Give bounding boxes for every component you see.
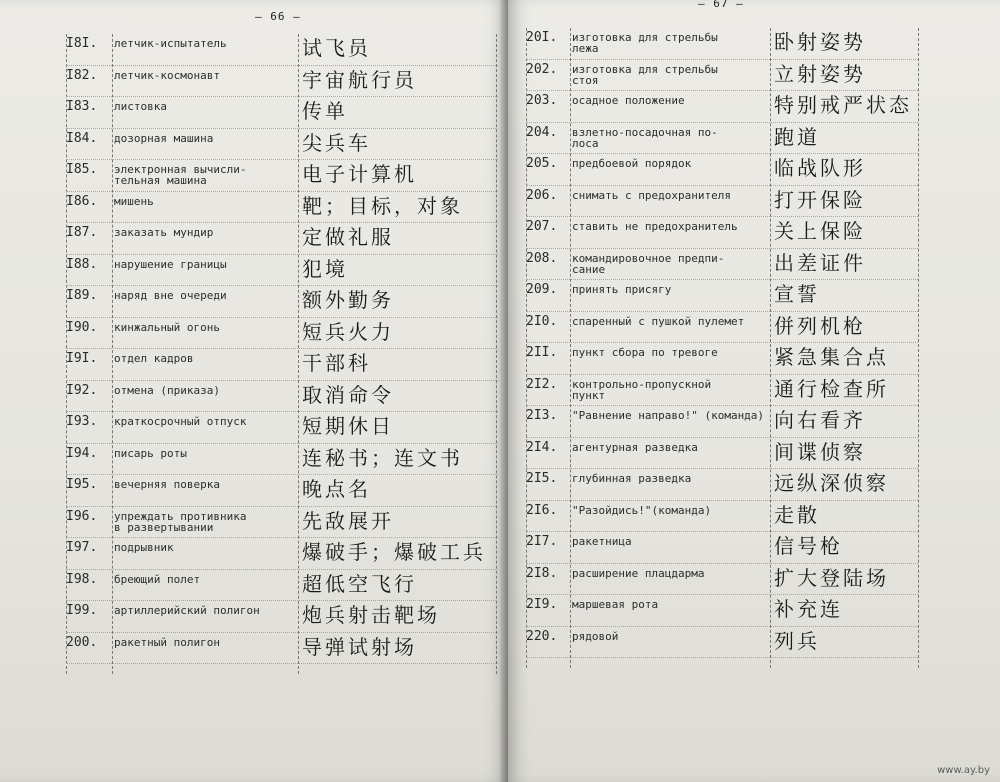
glossary-entry — [526, 249, 918, 281]
russian-term: изготовка для стрельбы стоя — [572, 62, 718, 87]
glossary-entry — [66, 192, 498, 224]
russian-term: электронная вычисли- тельная машина — [114, 163, 247, 187]
glossary-entry — [66, 349, 498, 381]
entry-number: 2I9. — [526, 597, 558, 612]
glossary-entry — [526, 627, 918, 659]
glossary-entry — [526, 28, 918, 60]
entry-number: 204. — [526, 124, 558, 140]
chinese-translation: 关上保险 — [774, 219, 866, 243]
entry-number: I8I. — [66, 36, 98, 51]
entry-number: I97. — [66, 540, 98, 555]
entry-number: I92. — [66, 382, 98, 398]
russian-term: дозорная машина — [114, 131, 214, 145]
glossary-entry — [66, 538, 498, 570]
russian-term: листовка — [114, 100, 167, 113]
chinese-translation: 扩大登陆场 — [774, 565, 889, 590]
glossary-entry — [66, 507, 498, 539]
glossary-entry — [66, 475, 498, 507]
entry-number: I9I. — [66, 351, 98, 366]
entry-number: 203. — [526, 93, 558, 108]
russian-term: упреждать противника в развертывании — [114, 509, 247, 534]
entry-number: 200. — [66, 634, 98, 650]
russian-term: контрольно-пропускной пункт — [572, 377, 712, 402]
russian-term: мишень — [114, 194, 154, 208]
russian-term: ракетный полигон — [114, 635, 220, 649]
glossary-entry — [66, 570, 498, 602]
entry-number: 2I0. — [526, 313, 558, 329]
glossary-entry — [526, 375, 918, 407]
entry-number: 209. — [526, 282, 558, 297]
chinese-translation: 尖兵车 — [302, 130, 371, 155]
glossary-entry — [526, 186, 918, 218]
chinese-translation: 列兵 — [774, 628, 820, 653]
russian-term: нарушение границы — [114, 257, 227, 271]
entry-number: 2I7. — [526, 534, 558, 549]
glossary-entry — [526, 60, 918, 92]
chinese-translation: 跑道 — [774, 124, 820, 149]
glossary-entry — [526, 217, 918, 249]
chinese-translation: 补充连 — [774, 597, 843, 621]
glossary-entry — [66, 286, 498, 318]
russian-term: "Равнение направо!" (команда) — [572, 409, 765, 422]
russian-term: рядовой — [572, 629, 619, 643]
russian-term: отмена (приказа) — [114, 383, 220, 397]
chinese-translation: 间谍侦察 — [774, 439, 866, 464]
chinese-translation: 试飞员 — [302, 36, 371, 60]
entry-number: I99. — [66, 603, 98, 618]
right-glossary-table — [526, 28, 918, 668]
russian-term: вечерняя поверка — [114, 478, 220, 491]
chinese-translation: 信号枪 — [774, 534, 843, 558]
entry-number: 20I. — [526, 30, 558, 45]
left-glossary-table — [66, 34, 498, 674]
glossary-entry — [526, 595, 918, 627]
russian-term: изготовка для стрельбы лежа — [572, 31, 718, 55]
glossary-entry — [526, 532, 918, 564]
russian-term: наряд вне очереди — [114, 289, 227, 302]
entry-number: I94. — [66, 445, 98, 461]
russian-term: летчик-космонавт — [114, 68, 220, 82]
glossary-entry — [66, 160, 498, 192]
glossary-entry — [526, 280, 918, 312]
chinese-translation: 卧射姿势 — [774, 30, 866, 54]
entry-number: 2I8. — [526, 565, 558, 581]
glossary-entry — [66, 34, 498, 66]
chinese-translation: 短期休日 — [302, 414, 394, 438]
glossary-entry — [526, 343, 918, 375]
glossary-entry — [66, 318, 498, 350]
right-page-number: — 67 — — [698, 0, 744, 10]
russian-term: артиллерийский полигон — [114, 604, 260, 617]
russian-term: принять присягу — [572, 283, 672, 296]
chinese-translation: 先敌展开 — [302, 508, 394, 533]
chinese-translation: 靶；目标，对象 — [302, 193, 463, 218]
glossary-entry — [66, 633, 498, 665]
russian-term: заказать мундир — [114, 226, 214, 239]
row-rule — [66, 663, 498, 664]
entry-number: I96. — [66, 508, 98, 524]
glossary-entry — [526, 438, 918, 470]
chinese-translation: 通行检查所 — [774, 376, 889, 401]
chinese-translation: 紧急集合点 — [774, 345, 889, 369]
russian-term: ракетница — [572, 535, 632, 548]
entry-number: 2I2. — [526, 376, 558, 392]
entry-number: 202. — [526, 61, 558, 77]
russian-term: "Разойдись!"(команда) — [572, 503, 712, 517]
chinese-translation: 导弹试射场 — [302, 634, 417, 659]
entry-number: 205. — [526, 156, 558, 171]
site-watermark: www.ay.by — [937, 765, 990, 776]
russian-term: агентурная разведка — [572, 440, 698, 454]
chinese-translation: 短兵火力 — [302, 319, 394, 344]
chinese-translation: 爆破手；爆破工兵 — [302, 540, 486, 564]
entry-number: I88. — [66, 256, 98, 272]
chinese-translation: 临战队形 — [774, 156, 866, 180]
russian-term: спаренный с пушкой пулемет — [572, 314, 745, 328]
russian-term: предбоевой порядок — [572, 157, 692, 170]
chinese-translation: 晚点名 — [302, 477, 371, 501]
glossary-entry — [526, 312, 918, 344]
russian-term: краткосрочный отпуск — [114, 415, 247, 428]
chinese-translation: 走散 — [774, 502, 820, 527]
glossary-entry — [66, 601, 498, 633]
russian-term: бреющий полет — [114, 572, 201, 586]
glossary-entry — [66, 412, 498, 444]
russian-term: кинжальный огонь — [114, 320, 220, 334]
chinese-translation: 特别戒严状态 — [774, 93, 912, 117]
entry-number: I85. — [66, 162, 98, 177]
glossary-entry — [526, 501, 918, 533]
right-page — [508, 0, 1000, 782]
glossary-entry — [66, 255, 498, 287]
russian-term: отдел кадров — [114, 352, 194, 365]
glossary-entry — [66, 381, 498, 413]
entry-number: I82. — [66, 67, 98, 83]
chinese-translation: 干部科 — [302, 351, 371, 375]
column-rule — [918, 28, 919, 668]
chinese-translation: 远纵深侦察 — [774, 471, 889, 495]
chinese-translation: 额外勤务 — [302, 288, 394, 312]
entry-number: 220. — [526, 628, 558, 644]
glossary-entry — [66, 223, 498, 255]
entry-number: 206. — [526, 187, 558, 203]
russian-term: взлетно-посадочная по- лоса — [572, 125, 718, 150]
left-page-number: — 66 — — [255, 10, 301, 23]
entry-number: I87. — [66, 225, 98, 240]
entry-number: I90. — [66, 319, 98, 335]
chinese-translation: 定做礼服 — [302, 225, 394, 249]
glossary-entry — [66, 444, 498, 476]
entry-number: 2I6. — [526, 502, 558, 518]
russian-term: пункт сбора по тревоге — [572, 346, 718, 359]
row-rule — [526, 657, 918, 658]
entry-number: 2I3. — [526, 408, 558, 423]
russian-term: летчик-испытатель — [114, 37, 227, 50]
chinese-translation: 立射姿势 — [774, 61, 866, 86]
russian-term: ставить не предохранитель — [572, 220, 738, 233]
chinese-translation: 传单 — [302, 99, 348, 123]
glossary-entry — [526, 564, 918, 596]
russian-term: осадное положение — [572, 94, 685, 107]
entry-number: 2II. — [526, 345, 558, 360]
chinese-translation: 连秘书；连文书 — [302, 445, 463, 470]
entry-number: I98. — [66, 571, 98, 587]
russian-term: расширение плацдарма — [572, 566, 705, 580]
russian-term: писарь роты — [114, 446, 187, 460]
russian-term: маршевая рота — [572, 598, 659, 611]
entry-number: 208. — [526, 250, 558, 266]
entry-number: I95. — [66, 477, 98, 492]
glossary-entry — [526, 406, 918, 438]
chinese-translation: 打开保险 — [774, 187, 866, 212]
entry-number: 2I5. — [526, 471, 558, 486]
glossary-entry — [526, 91, 918, 123]
chinese-translation: 宣誓 — [774, 282, 820, 306]
glossary-entry — [66, 97, 498, 129]
entry-number: 207. — [526, 219, 558, 234]
chinese-translation: 併列机枪 — [774, 313, 866, 338]
entry-number: I86. — [66, 193, 98, 209]
russian-term: глубинная разведка — [572, 472, 692, 485]
chinese-translation: 宇宙航行员 — [302, 67, 417, 92]
chinese-translation: 犯境 — [302, 256, 348, 281]
entry-number: I93. — [66, 414, 98, 429]
chinese-translation: 向右看齐 — [774, 408, 866, 432]
glossary-entry — [66, 129, 498, 161]
glossary-entry — [526, 123, 918, 155]
entry-number: I84. — [66, 130, 98, 146]
chinese-translation: 电子计算机 — [302, 162, 417, 186]
entry-number: I89. — [66, 288, 98, 303]
russian-term: снимать с предохранителя — [572, 188, 731, 202]
chinese-translation: 出差证件 — [774, 250, 866, 275]
glossary-entry — [66, 66, 498, 98]
glossary-entry — [526, 469, 918, 501]
russian-term: подрывник — [114, 541, 174, 554]
russian-term: командировочное предпи- сание — [572, 251, 725, 276]
chinese-translation: 超低空飞行 — [302, 571, 417, 596]
chinese-translation: 取消命令 — [302, 382, 394, 407]
glossary-entry — [526, 154, 918, 186]
entry-number: 2I4. — [526, 439, 558, 455]
entry-number: I83. — [66, 99, 98, 114]
chinese-translation: 炮兵射击靶场 — [302, 603, 440, 627]
